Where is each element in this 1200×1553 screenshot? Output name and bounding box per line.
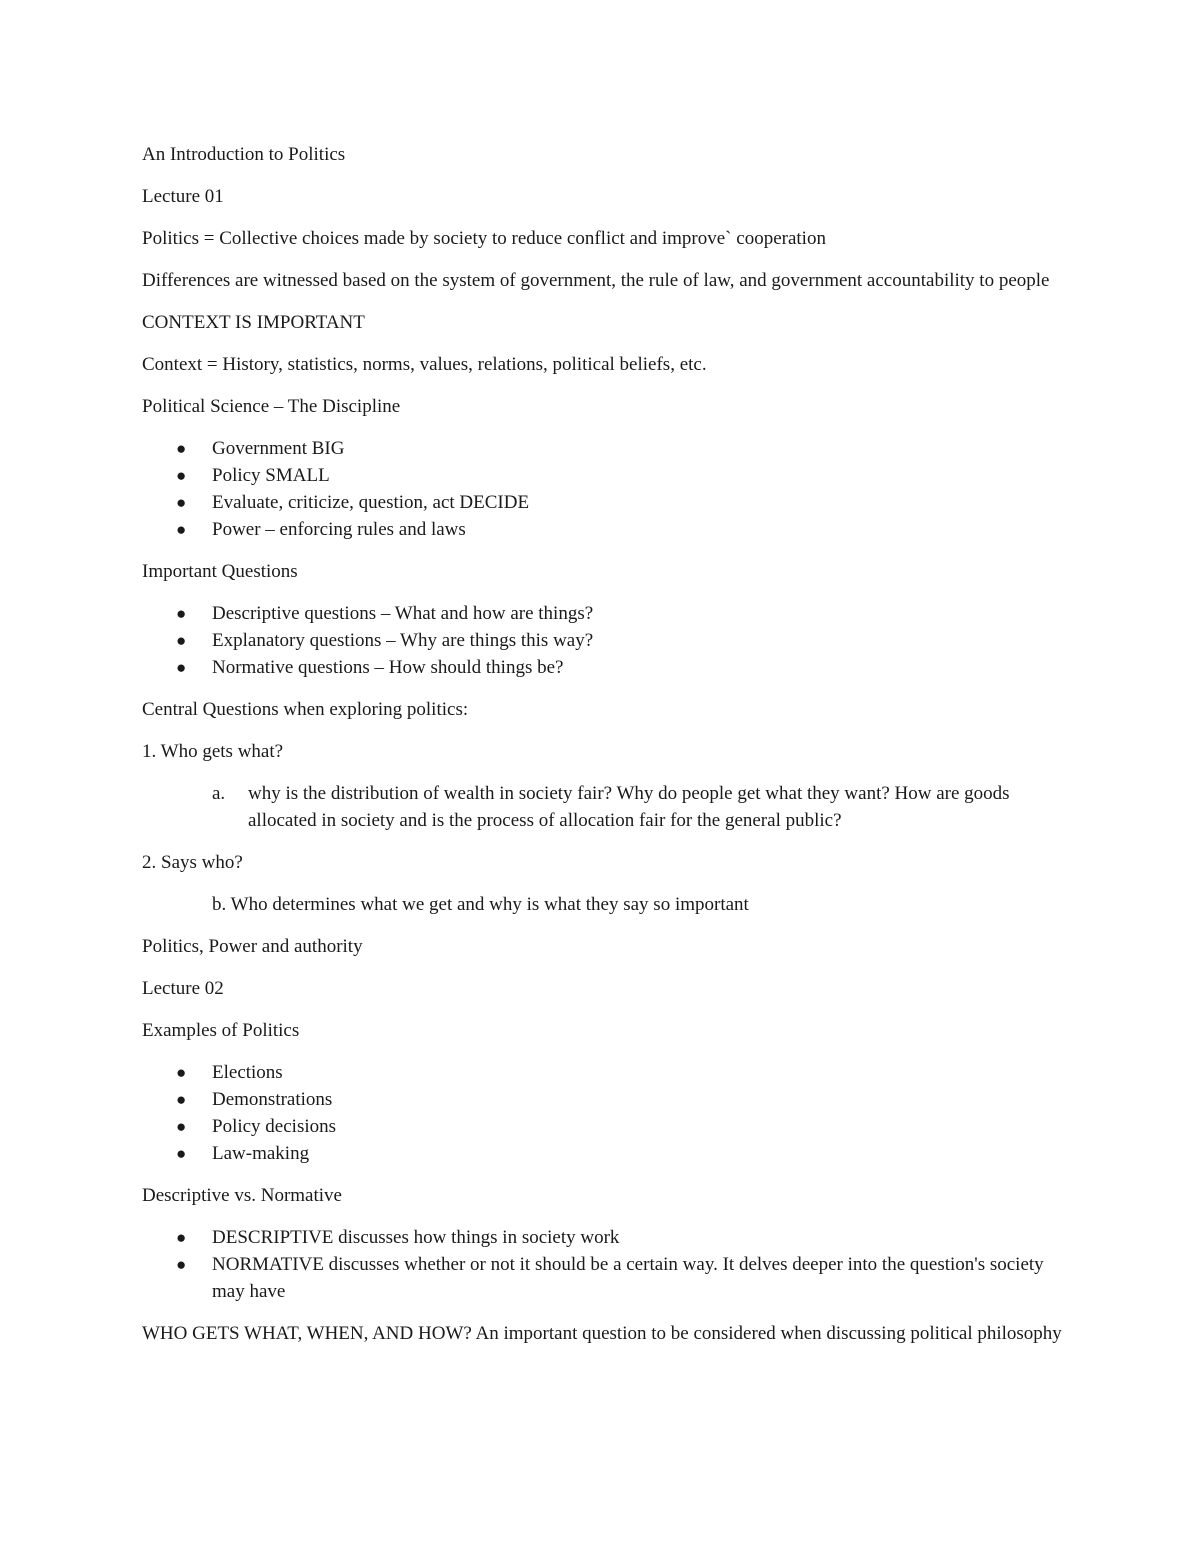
bullet-icon: ●	[176, 439, 187, 458]
bullet-icon: ●	[176, 1090, 187, 1109]
list-item: ● Policy SMALL	[142, 462, 1062, 489]
lecture-02-heading: Lecture 02	[142, 978, 224, 999]
differences-paragraph: Differences are witnessed based on the system of government, the rule of law, and government accountability to people	[142, 270, 1050, 291]
bullet-icon: ●	[176, 493, 187, 512]
list-item: ● Explanatory questions – Why are things this way?	[142, 627, 1062, 654]
central-questions-heading: Central Questions when exploring politics:	[142, 699, 469, 720]
list-item: ● Policy decisions	[142, 1113, 1062, 1140]
bullet-icon: ●	[176, 1063, 187, 1082]
important-questions-heading: Important Questions	[142, 561, 298, 582]
bullet-icon: ●	[176, 658, 187, 677]
descriptive-normative-heading: Descriptive vs. Normative	[142, 1185, 342, 1206]
lecture-01-heading: Lecture 01	[142, 186, 224, 207]
bullet-icon: ●	[176, 1255, 187, 1274]
question-2: 2. Says who?	[142, 852, 243, 873]
politics-definition: Politics = Collective choices made by society to reduce conflict and improve` cooperation	[142, 228, 826, 249]
document-title: An Introduction to Politics	[142, 144, 346, 165]
question-1-sublist	[142, 780, 1062, 834]
bullet-icon: ●	[176, 1117, 187, 1136]
list-item: ● Demonstrations	[142, 1086, 1062, 1113]
bullet-icon: ●	[176, 1228, 187, 1247]
sublist-marker: a.	[212, 783, 226, 804]
list-item: ● NORMATIVE discusses whether or not it should be a certain way. It delves deeper into the question's society may have	[142, 1251, 1062, 1305]
question-1: 1. Who gets what?	[142, 741, 284, 762]
examples-heading: Examples of Politics	[142, 1020, 300, 1041]
closing-paragraph: WHO GETS WHAT, WHEN, AND HOW? An important question to be considered when discussing political philosophy	[142, 1323, 1062, 1344]
descriptive-normative-list	[142, 1224, 1062, 1305]
bullet-icon: ●	[176, 520, 187, 539]
list-item: ● Elections	[142, 1059, 1062, 1086]
bullet-icon: ●	[176, 466, 187, 485]
document-body	[142, 141, 1062, 1362]
list-item: ● Government BIG	[142, 435, 1062, 462]
examples-list	[142, 1059, 1062, 1167]
question-2-sub: b. Who determines what we get and why is what they say so important	[212, 894, 749, 915]
list-item: ● DESCRIPTIVE discusses how things in society work	[142, 1224, 1062, 1251]
list-item: a. why is the distribution of wealth in society fair? Why do people get what they want? How are goods allocated in society and is the process of allocation fair for the general public?	[142, 780, 1062, 834]
power-authority-heading: Politics, Power and authority	[142, 936, 363, 957]
list-item: ● Power – enforcing rules and laws	[142, 516, 1062, 543]
list-item: ● Descriptive questions – What and how are things?	[142, 600, 1062, 627]
bullet-icon: ●	[176, 1144, 187, 1163]
list-item: ● Evaluate, criticize, question, act DECIDE	[142, 489, 1062, 516]
political-science-list	[142, 435, 1062, 543]
context-important: CONTEXT IS IMPORTANT	[142, 312, 365, 333]
bullet-icon: ●	[176, 631, 187, 650]
context-definition: Context = History, statistics, norms, values, relations, political beliefs, etc.	[142, 354, 707, 375]
list-item: ● Normative questions – How should things be?	[142, 654, 1062, 681]
list-item: ● Law-making	[142, 1140, 1062, 1167]
important-questions-list	[142, 600, 1062, 681]
political-science-heading: Political Science – The Discipline	[142, 396, 401, 417]
bullet-icon: ●	[176, 604, 187, 623]
